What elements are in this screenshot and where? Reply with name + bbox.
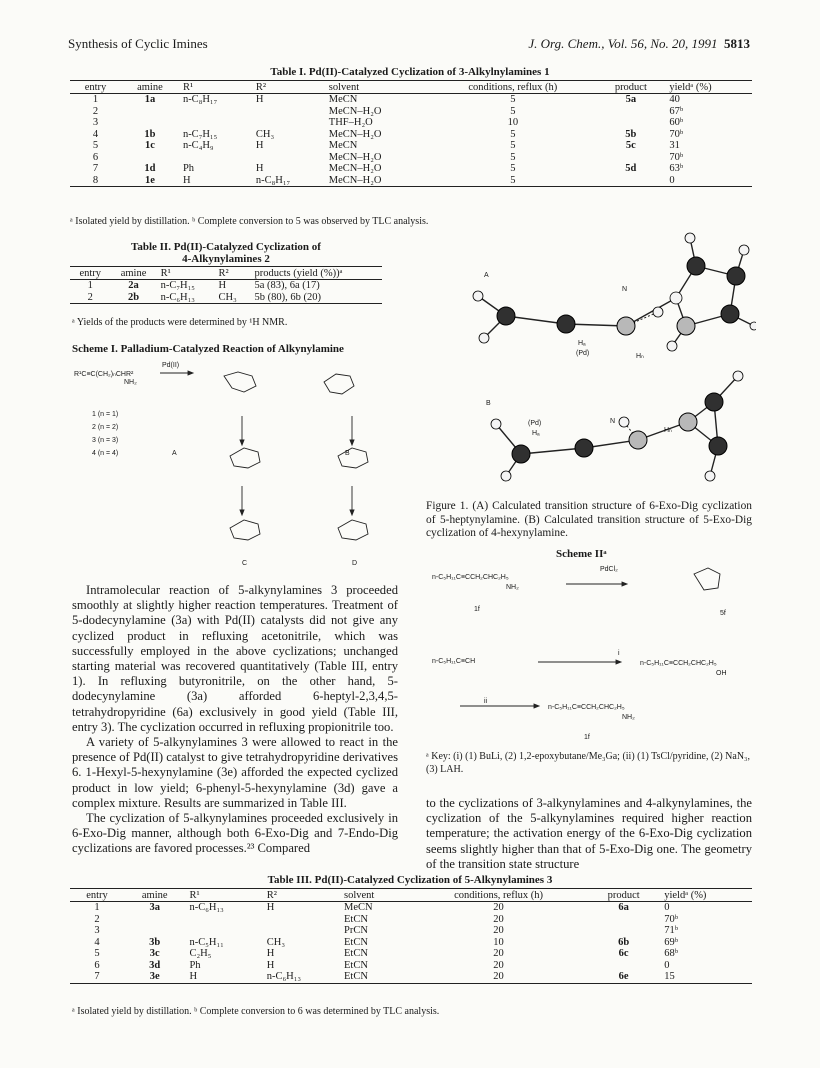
table1-caption: Table I. Pd(II)-Catalyzed Cyclization of 3-Alkylnylamines 1 xyxy=(270,66,550,78)
table-cell: MeCN xyxy=(328,140,358,151)
scheme2-step-i: i xyxy=(618,650,620,657)
table-cell xyxy=(263,914,340,926)
table-cell: 6e xyxy=(587,971,660,983)
table-cell: 20 xyxy=(410,971,587,983)
scheme1-label-b: B xyxy=(345,450,350,457)
table-cell: 6b xyxy=(618,936,630,948)
table1-footnote: ᵃ Isolated yield by distillation. ᵇ Complete conversion to 5 was observed by TLC analysis. xyxy=(70,216,429,227)
table-cell: 5 xyxy=(94,948,100,959)
table-cell: 6 xyxy=(94,959,100,971)
scheme2-reagent: PdCl₂ xyxy=(600,566,618,573)
page-number: 5813 xyxy=(724,36,750,51)
table3-col-header: entry xyxy=(70,889,124,902)
table-cell: 5a (83), 6a (17) xyxy=(254,280,320,291)
table-cell: 67ᵇ xyxy=(669,105,684,117)
table-cell: 3 xyxy=(94,925,100,936)
table-row xyxy=(70,140,752,152)
scheme2-amine-nh2: NH₂ xyxy=(622,714,635,721)
left-paragraph-3: The cyclization of 5-alkynylamines proceeded exclusively in 6-Exo-Dig manner, although both 6-Exo-Dig and 7-Endo-Dig cyclizations are favored processes.²³ Compared xyxy=(72,811,398,856)
figure1-caption: Figure 1. (A) Calculated transition structure of 6-Exo-Dig cyclization of 5-heptynylamine. (B) Calculated transition structure of 5-Exo-Dig cyclization of 4-hexynylamine. xyxy=(426,500,752,539)
table-cell: PrCN xyxy=(344,925,368,936)
scheme1-n1: 1 (n = 1) xyxy=(92,411,119,418)
table-cell: 1 xyxy=(92,94,99,105)
table-row xyxy=(70,960,752,972)
table-cell: 0 xyxy=(664,902,670,913)
table-cell: 2 xyxy=(92,105,99,117)
table-cell xyxy=(587,925,660,937)
table-cell: 1a xyxy=(144,94,156,105)
table-cell: MeCN xyxy=(344,902,373,913)
table-cell: 1b xyxy=(144,128,156,140)
table-cell: Ph xyxy=(189,959,201,971)
table2-col-header: R² xyxy=(215,267,251,280)
table-cell: n-C₆H₁₃ xyxy=(157,292,215,304)
table-cell: 31 xyxy=(669,140,680,151)
table-cell: 40 xyxy=(669,94,680,105)
left-column-text xyxy=(72,583,398,857)
table-cell: 20 xyxy=(493,959,504,971)
table-cell xyxy=(252,117,325,129)
scheme1-label-a: A xyxy=(172,450,177,457)
scheme1-reagent: Pd(II) xyxy=(162,362,180,369)
table-cell: 2b xyxy=(111,292,157,304)
table-cell: 2 xyxy=(70,292,111,304)
table-cell: 5 xyxy=(510,128,516,140)
table2-caption xyxy=(70,241,382,265)
table-cell: 70ᵇ xyxy=(664,913,678,925)
scheme2-label-1f: 1f xyxy=(474,606,480,613)
figure1-a-hn: Hₙ xyxy=(636,353,644,360)
table-cell xyxy=(587,960,660,972)
table-row xyxy=(70,280,382,292)
figure1-label-a: A xyxy=(484,272,489,279)
table2-col-header: products (yield (%))ᵃ xyxy=(250,267,382,280)
running-header-journal xyxy=(528,36,750,52)
table3-header xyxy=(70,889,752,902)
table-cell: H xyxy=(266,902,275,913)
scheme2-product-label: 5f xyxy=(720,610,726,617)
table-cell xyxy=(124,925,185,937)
table-cell: 6 xyxy=(92,151,99,163)
figure1-b-hn: Hₙ xyxy=(664,427,672,434)
table3-col-header: R¹ xyxy=(185,889,262,902)
table-cell: 6c xyxy=(618,948,629,959)
table-cell: 63ᵇ xyxy=(669,163,684,174)
table-cell xyxy=(124,914,185,926)
table2-col-header: amine xyxy=(111,267,157,280)
table1 xyxy=(70,80,752,187)
table-cell: 1 xyxy=(87,280,93,291)
table-cell: 5 xyxy=(510,151,516,163)
table-row xyxy=(70,175,752,187)
table-cell: n-C₇H₁₅ xyxy=(182,128,218,140)
table1-col-header: solvent xyxy=(325,81,430,94)
table2-footnote: ᵃ Yields of the products were determined by ¹H NMR. xyxy=(72,317,288,328)
table-cell: 20 xyxy=(493,913,504,925)
table-cell: 1c xyxy=(144,140,155,151)
table-cell: 10 xyxy=(493,936,504,948)
table-cell: 1 xyxy=(94,902,100,913)
table-cell: 20 xyxy=(493,925,504,936)
table-cell: 15 xyxy=(660,971,752,983)
table-cell: MeCN xyxy=(328,94,358,105)
scheme1-drawing xyxy=(72,356,392,580)
table-cell: 1e xyxy=(121,175,179,187)
table-cell: n-C₈H₁₇ xyxy=(252,175,325,187)
table3-col-header: yieldᵃ (%) xyxy=(660,889,752,902)
table-cell: H xyxy=(255,94,264,105)
table-cell: 8 xyxy=(70,175,121,187)
table2-header xyxy=(70,267,382,280)
table2-header-row xyxy=(70,267,382,280)
table-cell: Ph xyxy=(182,163,195,174)
table-cell: 5 xyxy=(92,140,99,151)
table-cell: n-C₆H₁₃ xyxy=(263,971,340,983)
left-paragraph-1: Intramolecular reaction of 5-alkynylamines 3 proceeded smoothly at slightly higher reaction temperatures. Treatment of 5-dodecynylamine (3a) with Pd(II) catalysts did not give any cyclized product in refluxing acetonitrile, which was successfully employed in the above cyclizations; unchanged starting material was recovered quantitatively (Table III, entry 1). In refluxing butyronitrile, on the other hand, 5-dodecynylamine (3a) afforded 6-heptyl-2,3,4,5-tetrahydropyridine (6a) exclusively in good yield (Table III, entry 3). The cyclization occurred in refluxing propionitrile too. xyxy=(72,583,398,734)
right-column-text: to the cyclizations of 3-alkynylamines and 4-alkynylamines, the cyclization of the 5-alkynylamines required higher reaction temperature; the activation energy of the 6-Exo-Dig cyclization seems slightly higher than that of 5-Exo-Dig one. The geometry of the transition state structure xyxy=(426,796,752,871)
table-cell: n-C₅H₁₁ xyxy=(189,936,224,948)
scheme1-n3: 3 (n = 3) xyxy=(92,437,119,444)
table-cell: 5 xyxy=(510,140,516,151)
table-cell: n-C₄H₉ xyxy=(182,140,214,151)
table-row xyxy=(70,106,752,118)
table-row xyxy=(70,948,752,960)
table-row xyxy=(70,152,752,164)
table1-body xyxy=(70,94,752,187)
table-cell: MeCN–H₂O xyxy=(328,128,382,140)
table-cell: 3a xyxy=(149,902,160,913)
scheme1-reactant: R¹C≡C(CH₂)ₙCHR² xyxy=(74,371,134,378)
table-row xyxy=(70,971,752,983)
table-cell: C₂H₅ xyxy=(189,948,212,959)
table-cell xyxy=(596,117,665,129)
table-cell xyxy=(121,106,179,118)
figure1-label-b: B xyxy=(486,400,491,407)
figure1-structures xyxy=(466,226,756,490)
table2-col-header: entry xyxy=(70,267,111,280)
scheme2-reactant-nh2: NH₂ xyxy=(506,584,519,591)
table-cell xyxy=(179,152,252,164)
scheme1-title: Scheme I. Palladium-Catalyzed Reaction of Alkynylamine xyxy=(72,343,344,355)
table2 xyxy=(70,266,382,304)
table3-col-header: R² xyxy=(263,889,340,902)
table-row xyxy=(70,163,752,175)
table-cell: 5a xyxy=(625,94,637,105)
table-cell: 2 xyxy=(94,913,100,925)
table3-header-row xyxy=(70,889,752,902)
table-cell: CH₃ xyxy=(215,292,251,304)
table-cell: 5c xyxy=(625,140,636,151)
scheme1-label-c: C xyxy=(242,560,248,567)
table-cell: H xyxy=(266,948,275,959)
table-cell: MeCN–H₂O xyxy=(325,175,430,187)
table-row xyxy=(70,902,752,914)
table-cell xyxy=(121,117,179,129)
table-cell: THF–H₂O xyxy=(328,117,373,128)
table-cell: 4 xyxy=(94,936,100,948)
table-cell: 5 xyxy=(510,105,516,117)
table-cell xyxy=(252,106,325,118)
table-cell: n-C₆H₁₃ xyxy=(189,902,224,913)
figure1-a-n: N xyxy=(622,286,628,293)
table-cell xyxy=(252,152,325,164)
table2-caption-line2: 4-Alkynylamines 2 xyxy=(182,253,270,265)
table-cell: 7 xyxy=(92,163,99,174)
scheme2-key: ᵃ Key: (i) (1) BuLi, (2) 1,2-epoxybutane/Me₃Ga; (ii) (1) TsCl/pyridine, (2) NaN₃, (3) LAH. xyxy=(426,751,751,775)
table-cell: EtCN xyxy=(344,936,368,948)
table-cell xyxy=(185,925,262,937)
table-cell: H xyxy=(218,280,227,291)
table-cell xyxy=(179,106,252,118)
scheme2-alcohol: n-C₅H₁₁C≡CCH₂CHC₂H₅ xyxy=(640,660,717,667)
table-cell: EtCN xyxy=(344,948,368,959)
table-cell: 1d xyxy=(144,163,156,174)
table-cell: 20 xyxy=(493,948,504,959)
table1-col-header: product xyxy=(596,81,665,94)
table-cell: MeCN–H₂O xyxy=(328,105,382,117)
table2-col-header: R¹ xyxy=(157,267,215,280)
scheme1-n2: 2 (n = 2) xyxy=(92,424,119,431)
figure1-a-ha: Hₐ xyxy=(578,340,586,347)
table-cell: 10 xyxy=(507,117,519,128)
journal-citation: J. Org. Chem., Vol. 56, No. 20, 1991 xyxy=(528,36,718,51)
table-cell: 3c xyxy=(149,948,160,959)
table3-col-header: amine xyxy=(124,889,185,902)
table1-col-header: yieldᵃ (%) xyxy=(665,81,752,94)
scheme1-n-list xyxy=(92,408,118,460)
table-cell: CH₃ xyxy=(266,936,285,948)
table-cell: 3b xyxy=(149,936,161,948)
table1-col-header: amine xyxy=(121,81,179,94)
table-cell: 0 xyxy=(664,959,670,971)
figure1-b-n: N xyxy=(610,418,616,425)
table-cell: n-C₇H₁₅ xyxy=(160,280,195,291)
table-cell: 6a xyxy=(618,902,629,913)
table1-col-header: R¹ xyxy=(179,81,252,94)
table-cell: 5b (80), 6b (20) xyxy=(250,292,382,304)
table-cell xyxy=(596,152,665,164)
table-cell xyxy=(185,914,262,926)
table3-body xyxy=(70,902,752,984)
table3 xyxy=(70,888,752,984)
scheme1-label-d: D xyxy=(352,560,358,567)
table-row xyxy=(70,292,382,304)
scheme2-title: Scheme IIᵃ xyxy=(556,548,607,560)
scheme2-amine: n-C₅H₁₁C≡CCH₂CHC₂H₅ xyxy=(548,704,625,711)
table-row xyxy=(70,925,752,937)
table-cell: H xyxy=(185,971,262,983)
table-cell: EtCN xyxy=(344,959,368,971)
table1-header-row xyxy=(70,81,752,94)
table-cell xyxy=(596,175,665,187)
table-cell xyxy=(179,117,252,129)
table-cell: 69ᵇ xyxy=(664,936,678,948)
scheme2-step-ii: ii xyxy=(484,698,488,705)
table-cell: 70ᵇ xyxy=(669,128,684,140)
table3-col-header: solvent xyxy=(340,889,410,902)
table-cell: MeCN–H₂O xyxy=(328,163,382,174)
table-cell xyxy=(121,152,179,164)
table-row xyxy=(70,129,752,141)
table-cell: 71ᵇ xyxy=(664,925,678,936)
table2-caption-line1: Table II. Pd(II)-Catalyzed Cyclization of xyxy=(131,241,321,253)
table-cell: 68ᵇ xyxy=(664,948,678,959)
table-cell: 20 xyxy=(493,902,504,913)
table-cell: 5 xyxy=(510,163,516,174)
running-header-title: Synthesis of Cyclic Imines xyxy=(68,36,208,51)
table-cell: 0 xyxy=(665,175,752,187)
table-row xyxy=(70,937,752,949)
table1-header xyxy=(70,81,752,94)
scheme2-reactant: n-C₅H₁₁C≡CCH₂CHC₂H₅ xyxy=(432,574,509,581)
table-cell: H xyxy=(255,163,264,174)
scheme2-label-1f-b: 1f xyxy=(584,734,590,741)
table-cell: 5b xyxy=(625,128,637,140)
table-cell: H xyxy=(255,140,264,151)
table-cell: 4 xyxy=(92,128,99,140)
table-cell: 3d xyxy=(149,959,161,971)
table2-body xyxy=(70,280,382,304)
table3-footnote: ᵃ Isolated yield by distillation. ᵇ Complete conversion to 6 was determined by TLC analysis. xyxy=(72,1006,440,1017)
table-cell: 7 xyxy=(70,971,124,983)
scheme1-reactant-nh2: NH₂ xyxy=(124,379,137,386)
table-row xyxy=(70,117,752,129)
table3-col-header: conditions, reflux (h) xyxy=(410,889,587,902)
table-cell: n-C₈H₁₇ xyxy=(182,94,218,105)
figure1-a-pd: (Pd) xyxy=(576,350,590,357)
table-cell: 70ᵇ xyxy=(669,151,684,163)
scheme2-start: n-C₅H₁₁C≡CH xyxy=(432,658,476,665)
scheme2-oh: OH xyxy=(716,670,727,677)
table-cell xyxy=(587,914,660,926)
table-cell: 3 xyxy=(92,117,99,128)
table-row xyxy=(70,94,752,106)
table-cell: 5 xyxy=(429,175,596,187)
table-cell: EtCN xyxy=(340,971,410,983)
scheme2-drawing xyxy=(426,560,756,730)
left-paragraph-2: A variety of 5-alkynylamines 3 were allowed to react in the presence of Pd(II) catalyst to give tetrahydropyridine derivatives 6. 1-Hexyl-5-hexynylamine (3e) afforded the expected cyclized product in low yield; 6-phenyl-5-hexynylamine (3d) gave a complex mixture. Results are summarized in Table III. xyxy=(72,735,398,810)
figure1-b-ha: Hₐ xyxy=(532,430,540,437)
table-cell xyxy=(263,925,340,937)
figure1-b-pd: (Pd) xyxy=(528,420,542,427)
table-row xyxy=(70,914,752,926)
table-cell: 5d xyxy=(625,163,637,174)
table-cell xyxy=(596,106,665,118)
table-cell: MeCN–H₂O xyxy=(328,151,382,163)
table1-col-header: R² xyxy=(252,81,325,94)
table-cell: CH₃ xyxy=(255,128,275,140)
table1-col-header: entry xyxy=(70,81,121,94)
table-cell: 5 xyxy=(510,94,516,105)
scheme1-n4: 4 (n = 4) xyxy=(92,450,119,457)
table-cell: H xyxy=(266,959,275,971)
table3-col-header: product xyxy=(587,889,660,902)
table-cell: H xyxy=(179,175,252,187)
table-cell: 3e xyxy=(124,971,185,983)
table1-col-header: conditions, reflux (h) xyxy=(429,81,596,94)
table-cell: 60ᵇ xyxy=(669,117,684,128)
table-cell: EtCN xyxy=(344,913,368,925)
table-cell: 2a xyxy=(128,280,139,291)
table3-caption: Table III. Pd(II)-Catalyzed Cyclization of 5-Alkynylamines 3 xyxy=(267,874,553,886)
